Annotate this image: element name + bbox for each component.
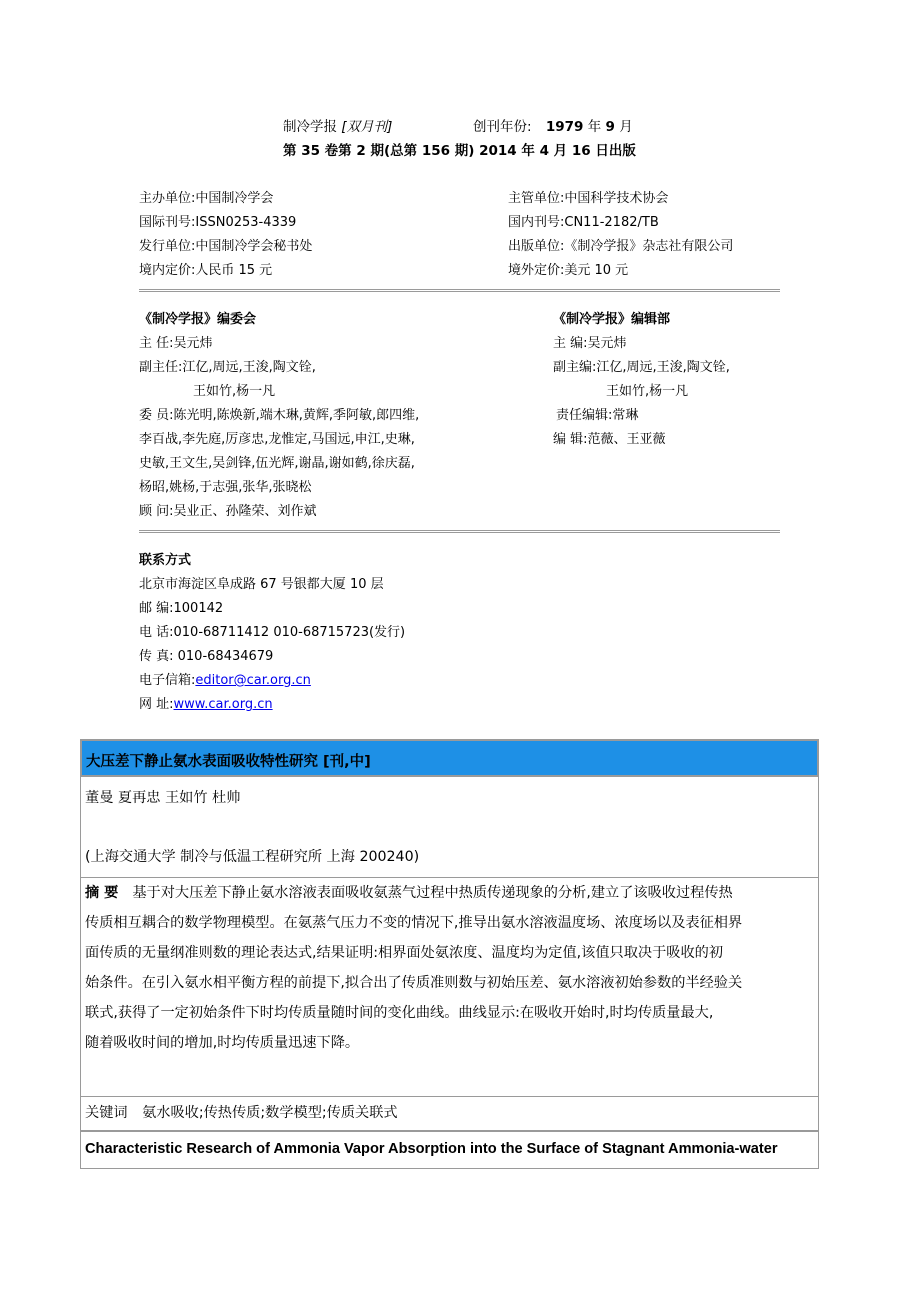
committee-line: 杨昭,姚杨,于志强,张华,张晓松 — [139, 480, 312, 495]
price-foreign: 境外定价:美元 10 元 — [508, 263, 629, 278]
publisher: 出版单位:《制冷学报》杂志社有限公司 — [508, 239, 734, 254]
divider — [139, 530, 780, 533]
article-affiliation: (上海交通大学 制冷与低温工程研究所 上海 200240) — [85, 849, 420, 865]
abstract-cell — [80, 878, 819, 1097]
founded — [473, 115, 633, 135]
contact-address: 北京市海淀区阜成路 67 号银都大厦 10 层 — [139, 577, 384, 592]
email-link[interactable]: editor@car.org.cn — [195, 673, 311, 688]
committee-line: 王如竹,杨一凡 — [193, 384, 276, 399]
committee-line: 副主任:江亿,周远,王浚,陶文铨, — [139, 360, 316, 375]
abstract-line: 传质相互耦合的数学物理模型。在氨蒸气压力不变的情况下,推导出氨水溶液温度场、浓度场以及表征相界 — [85, 915, 743, 931]
price-domestic: 境内定价:人民币 15 元 — [139, 263, 273, 278]
frequency: [双月刊] — [341, 119, 393, 135]
abstract-text: 基于对大压差下静止氨水溶液表面吸收氨蒸气过程中热质传递现象的分析,建立了该吸收过程传热 — [132, 885, 733, 901]
abstract-line: 随着吸收时间的增加,时均传质量迅速下降。 — [85, 1035, 360, 1051]
keywords-row — [85, 1102, 398, 1122]
distributor: 发行单位:中国制冷学会秘书处 — [139, 239, 313, 254]
founded-label: 创刊年份: — [473, 119, 532, 135]
founded-year-unit: 年 — [587, 119, 602, 135]
contact-email — [139, 669, 311, 688]
english-title-cell — [80, 1131, 819, 1169]
abstract-label: 摘 要 — [85, 885, 119, 901]
web-label: 网 址: — [139, 697, 174, 712]
contact-title: 联系方式 — [139, 553, 192, 568]
divider — [139, 289, 780, 292]
journal-name: 制冷学报 — [283, 119, 337, 135]
sponsor: 主办单位:中国制冷学会 — [139, 191, 274, 206]
committee-line: 李百战,李先庭,厉彦忠,龙惟定,马国远,申江,史琳, — [139, 432, 415, 447]
committee-line: 史敏,王文生,吴剑锋,伍光辉,谢晶,谢如鹤,徐庆磊, — [139, 456, 415, 471]
abstract-block — [85, 878, 742, 1058]
email-label: 电子信箱: — [139, 673, 196, 688]
founded-month: 9 — [605, 119, 615, 135]
authors-cell — [80, 777, 819, 878]
editorial-line: 王如竹,杨一凡 — [606, 384, 689, 399]
committee-line: 顾 问:吴业正、孙隆荣、刘作斌 — [139, 504, 317, 519]
abstract-line-0 — [85, 878, 742, 908]
keywords-cell — [80, 1097, 819, 1131]
editorial-title: 《制冷学报》编辑部 — [553, 312, 671, 327]
editorial-line: 副主编:江亿,周远,王浚,陶文铨, — [553, 360, 730, 375]
keywords: 氨水吸收;传热传质;数学模型;传质关联式 — [142, 1105, 398, 1121]
abstract-line: 始条件。在引入氨水相平衡方程的前提下,拟合出了传质准则数与初始压差、氨水溶液初始参数的半经验关 — [85, 975, 743, 991]
committee-title: 《制冷学报》编委会 — [139, 312, 257, 327]
founded-year: 1979 — [545, 119, 584, 135]
supervisor: 主管单位:中国科学技术协会 — [508, 191, 669, 206]
keywords-label: 关键词 — [85, 1105, 128, 1121]
abstract-line: 联式,获得了一定初始条件下时均传质量随时间的变化曲线。曲线显示:在吸收开始时,时均传质量最大, — [85, 1005, 714, 1021]
editorial-line: 主 编:吴元炜 — [553, 336, 627, 351]
committee-line: 主 任:吴元炜 — [139, 336, 213, 351]
masthead — [283, 115, 392, 135]
issue-line: 第 35 卷第 2 期(总第 156 期) 2014 年 4 月 16 日出版 — [283, 143, 636, 159]
committee-line: 委 员:陈光明,陈焕新,端木琳,黄辉,季阿敏,郎四维, — [139, 408, 420, 423]
contact-web — [139, 693, 273, 712]
cn-number: 国内刊号:CN11-2182/TB — [508, 215, 659, 230]
english-title: Characteristic Research of Ammonia Vapor Absorption into the Surface of Stagnant Ammonia-water — [85, 1141, 778, 1157]
abstract-line: 面传质的无量纲准则数的理论表达式,结果证明:相界面处氨浓度、温度均为定值,该值只取决于吸收的初 — [85, 945, 724, 961]
contact-phone: 电 话:010-68711412 010-68715723(发行) — [139, 625, 406, 640]
editorial-line: 编 辑:范薇、王亚薇 — [553, 432, 666, 447]
article-title: 大压差下静止氨水表面吸收特性研究 [刊,中] — [86, 754, 371, 770]
article-authors: 董曼 夏再忠 王如竹 杜帅 — [85, 790, 241, 806]
contact-fax: 传 真: 010-68434679 — [139, 649, 274, 664]
article-title-bar — [80, 739, 819, 777]
contact-postcode: 邮 编:100142 — [139, 601, 224, 616]
website-link[interactable]: www.car.org.cn — [173, 697, 273, 712]
issn: 国际刊号:ISSN0253-4339 — [139, 215, 297, 230]
founded-month-unit: 月 — [619, 119, 633, 135]
editorial-line: 责任编辑:常琳 — [556, 408, 639, 423]
